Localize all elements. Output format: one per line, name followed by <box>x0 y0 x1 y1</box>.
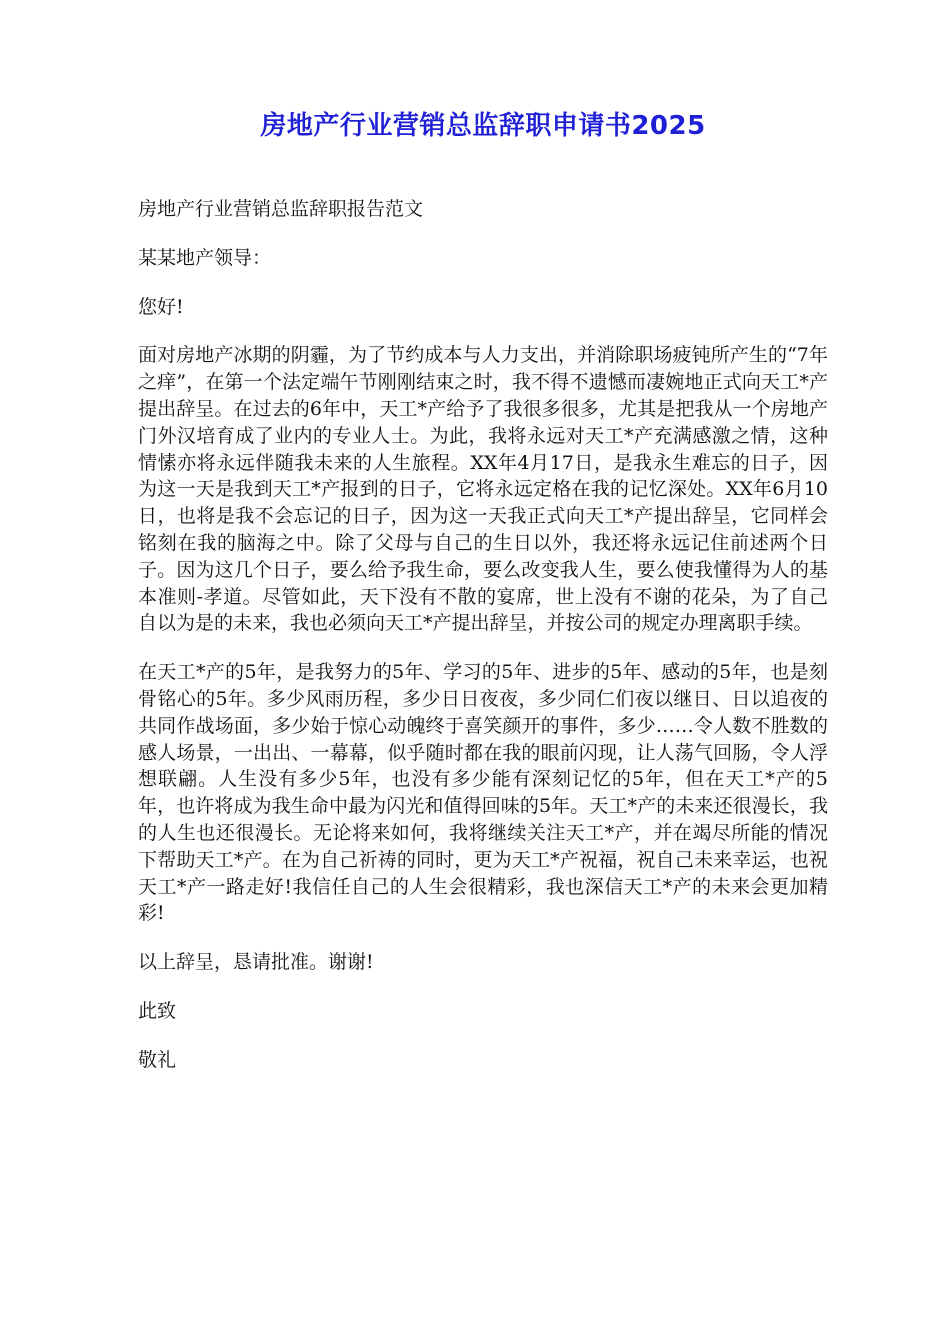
salutation: 某某地产领导： <box>138 246 272 269</box>
closing-request: 以上辞呈，恳请批准。谢谢! <box>138 951 374 974</box>
body-paragraph-2: 在天工*产的5年，是我努力的5年、学习的5年、进步的5年、感动的5年，也是刻骨铭心的5年。多少风雨历程，多少日日夜夜，多少同仁们夜以继日、日以追夜的共同作战场面，多少始于惊心动魄终于喜笑颜开的事件，多少……令人数不胜数的感人场景，一出出、一幕幕，似乎随时都在我的眼前闪现，让人荡气回肠，令人浮想联翩。人生没有多少5年，也没有多少能有深刻记忆的5年，但在天工*产的5年，也许将成为我生命中最为闪光和值得回味的5年。天工*产的未来还很漫长，我的人生也还很漫长。无论将来如何，我将继续关注天工*产，并在竭尽所能的情况下帮助天工*产。在为自己祈祷的同时，更为天工*产祝福，祝自己未来幸运，也祝天工*产一路走好!我信任自己的人生会很精彩，我也深信天工*产的未来会更加精彩! <box>138 661 828 925</box>
closing-line-1: 此致 <box>138 999 177 1022</box>
document-title: 房地产行业营销总监辞职申请书2025 <box>260 111 706 141</box>
body-paragraph-1: 面对房地产冰期的阴霾，为了节约成本与人力支出，并消除职场疲钝所产生的“7年之痒”，在第一个法定端午节刚刚结束之时，我不得不遗憾而凄婉地正式向天工*产提出辞呈。在过去的6年中，天工*产给予了我很多很多，尤其是把我从一个房地产门外汉培育成了业内的专业人士。为此，我将永远对天工*产充满感激之情，这种情愫亦将永远伴随我未来的人生旅程。XX年4月17日，是我永生难忘的日子，因为这一天是我到天工*产报到的日子，它将永远定格在我的记忆深处。XX年6月10日，也将是我不会忘记的日子，因为这一天我正式向天工*产提出辞呈，它同样会铭刻在我的脑海之中。除了父母与自己的生日以外，我还将永远记住前述两个日子。因为这几个日子，要么给予我生命，要么改变我人生，要么使我懂得为人的基本准则-孝道。尽管如此，天下没有不散的宴席，世上没有不谢的花朵，为了自己自以为是的未来，我也必须向天工*产提出辞呈，并按公司的规定办理离职手续。 <box>138 344 828 635</box>
closing-line-2: 敬礼 <box>138 1048 177 1071</box>
greeting: 您好! <box>138 295 184 318</box>
document-subtitle: 房地产行业营销总监辞职报告范文 <box>138 198 424 220</box>
